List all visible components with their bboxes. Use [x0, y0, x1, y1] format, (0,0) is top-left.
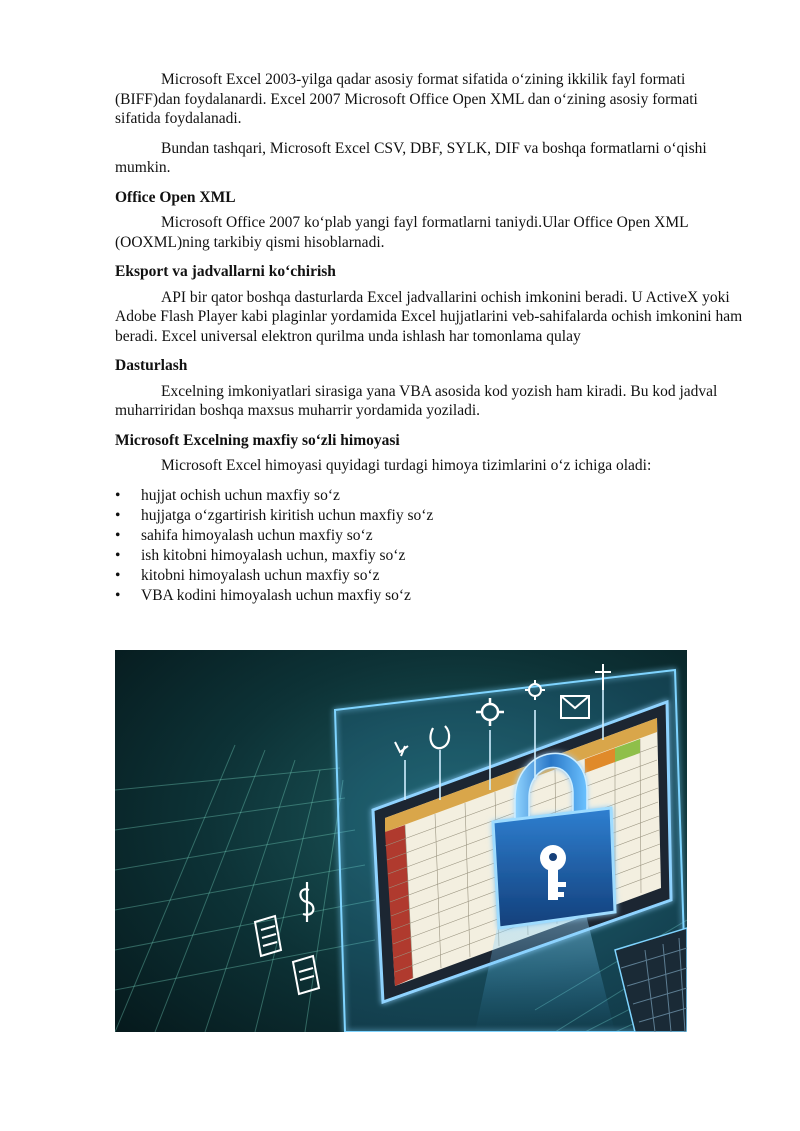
- list-item: [115, 506, 745, 526]
- paragraph: Microsoft Excel himoyasi quyidagi turdagi himoya tizimlarini o‘z ichiga oladi:: [161, 457, 652, 474]
- paragraph: Bundan tashqari, Microsoft Excel CSV, DBF, SYLK, DIF va boshqa formatlarni o‘qishi mumkin.: [115, 139, 707, 176]
- list-item-text: hujjat ochish uchun maxfiy so‘z: [141, 486, 340, 504]
- paragraph: API bir qator boshqa dasturlarda Excel jadvallarini ochish imkonini beradi. U ActiveX yoki Adobe Flash Player kabi plaginlar yordamida Excel hujjatlarini veb-sahifalarda ochish imkonini ham beradi. Excel universal elektron qurilma unda ishlash har tomonlama qulay: [115, 288, 743, 345]
- bullet-icon: •: [115, 586, 121, 604]
- bullet-icon: •: [115, 506, 121, 524]
- list-item: [115, 566, 745, 586]
- list-item: [115, 586, 745, 606]
- section-heading: Office Open XML: [115, 188, 236, 206]
- paragraph: Excelning imkoniyatlari sirasiga yana VBA asosida kod yozish ham kiradi. Bu kod jadval muharriridan boshqa maxsus muharrir yordamida yoziladi.: [115, 382, 718, 419]
- list-item: [115, 486, 745, 506]
- paragraph: Microsoft Office 2007 ko‘plab yangi fayl formatlarni taniydi.Ular Office Open XML (OOXML)ning tarkibiy qismi hisoblarnadi.: [115, 214, 688, 251]
- document-body: [115, 70, 745, 606]
- list-item: [115, 526, 745, 546]
- list-item-text: hujjatga o‘zgartirish kiritish uchun maxfiy so‘z: [141, 506, 434, 524]
- excel-security-illustration: [115, 650, 687, 1032]
- section-heading: Eksport va jadvallarni ko‘chirish: [115, 263, 336, 280]
- bullet-icon: •: [115, 526, 121, 544]
- protection-list: [115, 486, 745, 606]
- bullet-icon: •: [115, 566, 121, 584]
- list-item-text: ish kitobni himoyalash uchun, maxfiy so‘z: [141, 546, 406, 564]
- list-item-text: sahifa himoyalash uchun maxfiy so‘z: [141, 526, 373, 544]
- list-item-text: kitobni himoyalash uchun maxfiy so‘z: [141, 566, 380, 584]
- section-heading: Microsoft Excelning maxfiy so‘zli himoyasi: [115, 431, 400, 449]
- paragraph: Microsoft Excel 2003-yilga qadar asosiy format sifatida o‘zining ikkilik fayl formati (BIFF)dan foydalanardi. Excel 2007 Microsoft Office Open XML dan o‘zining asosiy formati sifatida foydalanadi.: [115, 71, 698, 127]
- list-item-text: VBA kodini himoyalash uchun maxfiy so‘z: [141, 586, 411, 604]
- list-item: [115, 546, 745, 566]
- bullet-icon: •: [115, 546, 121, 564]
- bullet-icon: •: [115, 486, 121, 504]
- section-heading: Dasturlash: [115, 357, 188, 374]
